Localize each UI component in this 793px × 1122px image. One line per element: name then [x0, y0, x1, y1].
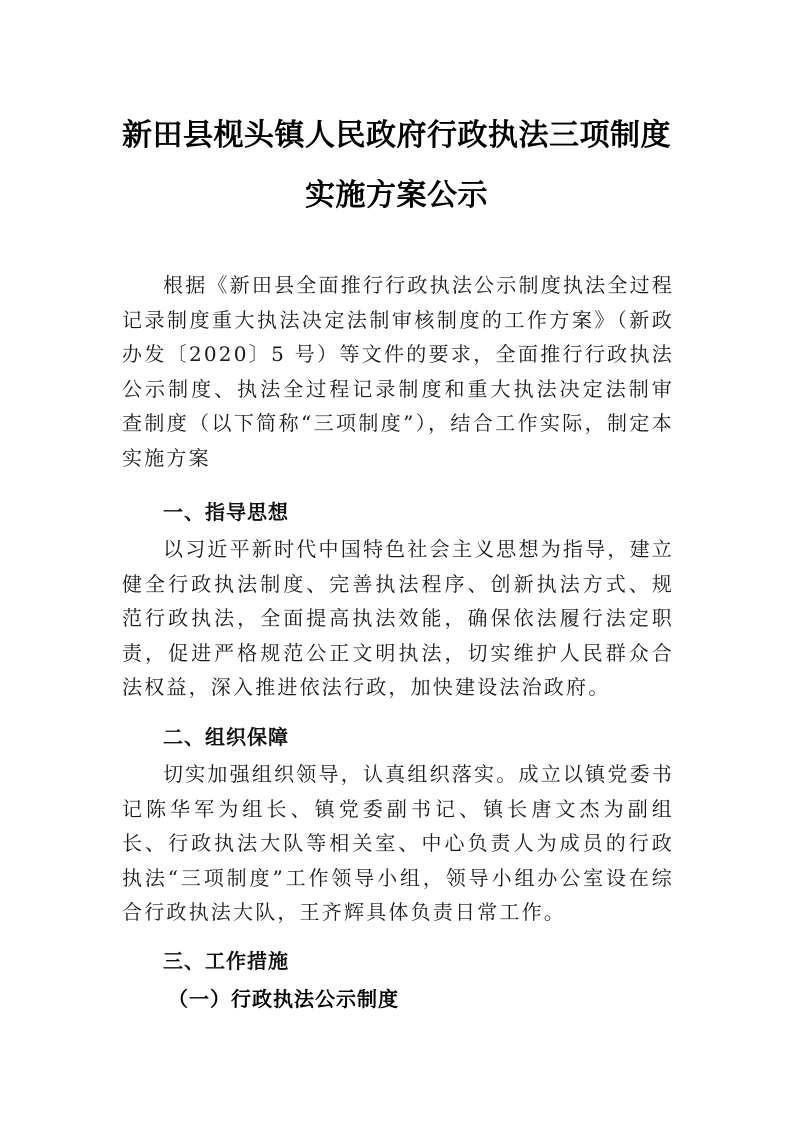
- section-heading-guiding-ideology: 一、指导思想: [163, 500, 289, 524]
- document-title-line-2: 实施方案公示: [305, 178, 488, 213]
- section-paragraph-organizational-support: 切实加强组织领导，认真组织落实。成立以镇党委书记陈华军为组长、镇党委副书记、镇长唐文杰为副组长、行政执法大队等相关室、中心负责人为成员的行政执法“三项制度”工作领导小组，领导小组办公室设在综合行政执法大队，王齐辉具体负责日常工作。: [122, 762, 674, 924]
- document-title-line-1: 新田县枧头镇人民政府行政执法三项制度: [122, 118, 671, 153]
- subsection-heading-enforcement-disclosure: （一）行政执法公示制度: [168, 987, 399, 1011]
- section-heading-work-measures: 三、工作措施: [163, 949, 289, 973]
- intro-paragraph: 根据《新田县全面推行行政执法公示制度执法全过程记录制度重大执法决定法制审核制度的工作方案》（新政办发〔2020〕5 号）等文件的要求，全面推行行政执法公示制度、执法全过程记录制度和重大执法决定法制审查制度（以下简称“三项制度”），结合工作实际，制定本实施方案: [122, 273, 674, 470]
- section-paragraph-guiding-ideology: 以习近平新时代中国特色社会主义思想为指导，建立健全行政执法制度、完善执法程序、创新执法方式、规范行政执法，全面提高执法效能，确保依法履行法定职责，促进严格规范公正文明执法，切实维护人民群众合法权益，深入推进依法行政，加快建设法治政府。: [122, 537, 674, 699]
- section-heading-organizational-support: 二、组织保障: [163, 725, 289, 749]
